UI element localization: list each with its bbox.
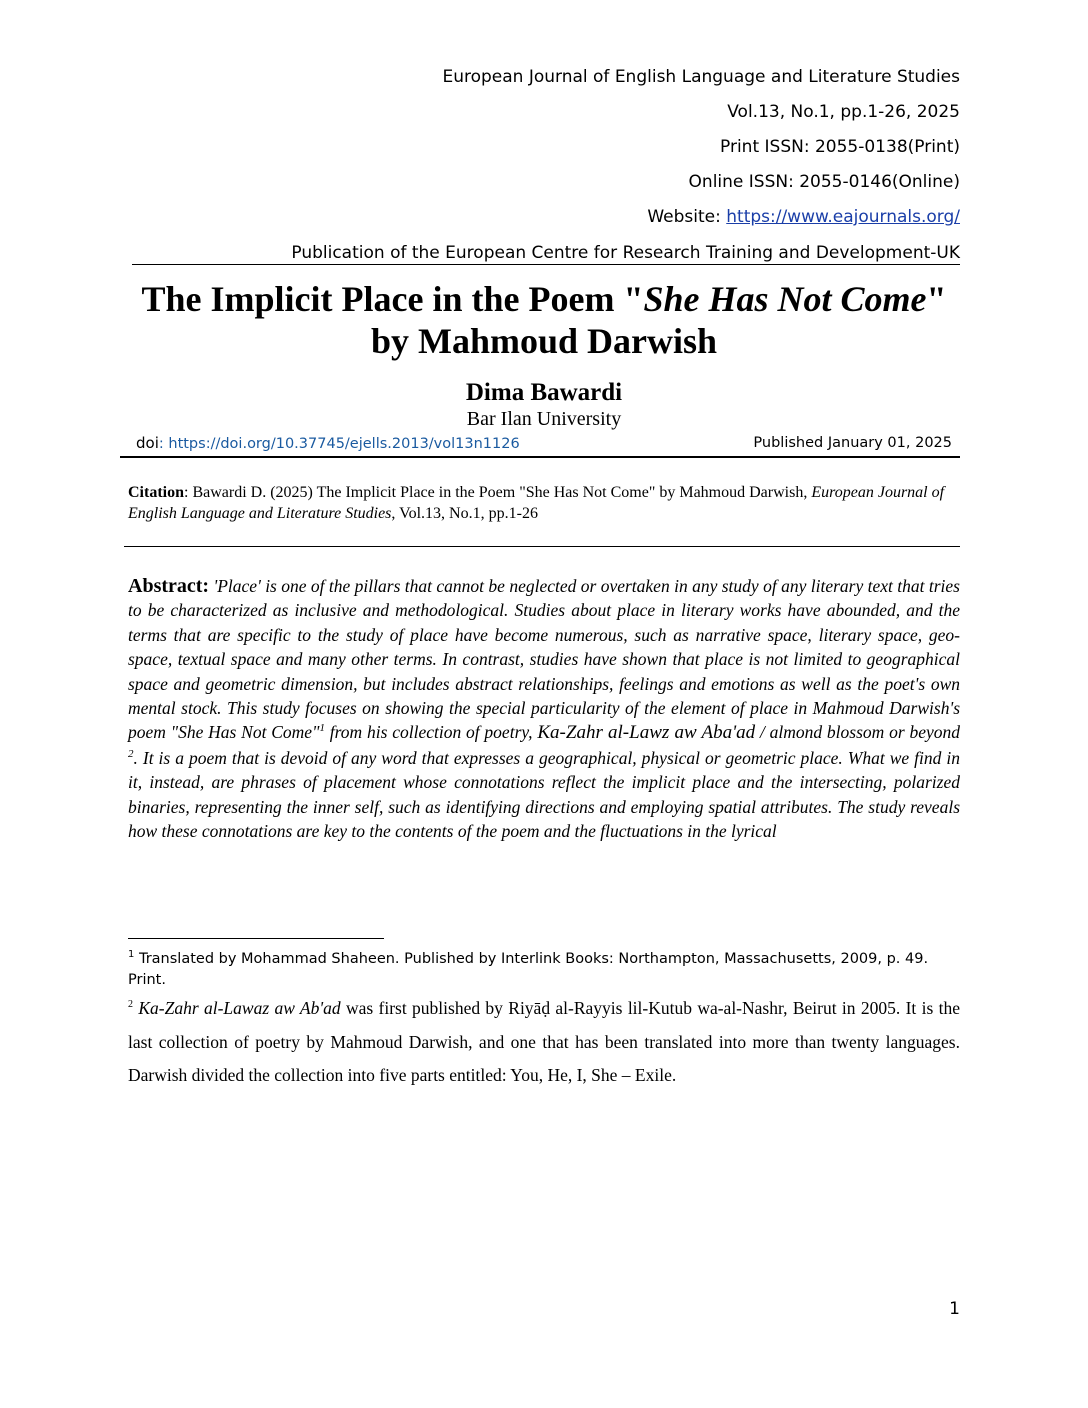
volume-info: Vol.13, No.1, pp.1-26, 2025 (727, 102, 960, 122)
abstract-heading: Abstract: (128, 575, 210, 597)
citation-label: Citation (128, 484, 184, 501)
title-poem-name: She Has Not Come (643, 279, 927, 319)
doi-link[interactable]: https://doi.org/10.37745/ejells.2013/vol13n1126 (168, 436, 520, 452)
title-part: " (926, 279, 947, 319)
publisher-text: Publication of the European Centre for Research Training and Development-UK (291, 243, 960, 263)
footnote-divider (128, 938, 384, 939)
footnote-2 (128, 992, 960, 1093)
footnote-number: 1 (128, 949, 135, 961)
online-issn: Online ISSN: 2055-0146(Online) (688, 172, 960, 192)
print-issn: Print ISSN: 2055-0138(Print) (720, 137, 960, 157)
website-label: Website: (647, 207, 727, 227)
paper-title (0, 278, 1088, 362)
footnote-1 (128, 949, 960, 991)
citation (128, 482, 960, 524)
abstract-text: 'Place' is one of the pillars that cannot be neglected or overtaken in any study of any literary text that tries to be characterized as inclusive and methodological. Studies about place in literary works have abounded, and the terms that are specific to the study of place have become numerous, such as narrative space, literary space, geo-space, textual space and many other terms. In contrast, studies have shown that place is not limited to geographical space and geometric dimension, but includes abstract relationships, feelings and emotions as well as the poet's own mental stock. This study focuses on showing the special particularity of the element of place in Mahmoud Darwish's poem "She Has Not Come" (128, 576, 960, 743)
abstract-text: / almond blossom or beyond (755, 722, 961, 743)
doi-label: doi (136, 434, 159, 452)
citation-divider (124, 546, 960, 547)
website-link[interactable]: https://www.eajournals.org/ (726, 207, 960, 227)
citation-journal: European Journal of English Language and Literature Studies (128, 484, 945, 522)
abstract-collection-title: Ka-Zahr al-Lawz aw Aba'ad (537, 722, 756, 744)
footnote-text: Translated by Mohammad Shaheen. Published by Interlink Books: Northampton, Massachusetts, 2009, p. 49. Print. (128, 951, 929, 988)
doi (136, 433, 520, 454)
footnote-number: 2 (128, 999, 133, 1011)
title-part: The Implicit Place in the Poem " (141, 279, 644, 319)
footnote-italic: Ka-Zahr al-Lawaz aw Ab'ad (133, 998, 341, 1018)
page-number: 1 (949, 1299, 960, 1319)
citation-text: : Bawardi D. (2025) The Implicit Place in the Poem "She Has Not Come" by Mahmoud Darwish, (184, 484, 812, 501)
footnote-text: was first published by Riyāḍ al-Rayyis lil-Kutub wa-al-Nashr, Beirut in 2005. It is the last collection of poetry by Mahmoud Darwish, and one that has been translated into more than twenty languages. Darwish divided the collection into five parts entitled: You, He, I, She – Exile. (128, 998, 960, 1085)
website-line (647, 206, 960, 228)
journal-name: European Journal of English Language and Literature Studies (442, 67, 960, 87)
title-line-2: by Mahmoud Darwish (370, 321, 718, 361)
published-date: Published January 01, 2025 (753, 435, 952, 451)
abstract-text: . It is a poem that is devoid of any word that expresses a geographical, physical or geometric place. What we find in it, instead, are phrases of placement whose connotations reflect the implicit place and the intersecting, polarized binaries, representing the inner self, such as identifying directions and employing spatial attributes. The study reveals how these connotations are key to the contents of the poem and the fluctuations in the lyrical (128, 747, 960, 842)
abstract (128, 574, 960, 843)
doi-sep: : (158, 436, 169, 452)
doi-row (120, 432, 960, 458)
author-name: Dima Bawardi (465, 379, 623, 406)
citation-text: , Vol.13, No.1, pp.1-26 (391, 505, 538, 522)
publisher-line (132, 242, 960, 265)
footnote-ref[interactable]: 1 (319, 722, 325, 735)
abstract-text: from his collection of poetry, (324, 722, 538, 743)
author-affiliation: Bar Ilan University (466, 408, 622, 430)
footnote-ref[interactable]: 2 (128, 748, 134, 761)
